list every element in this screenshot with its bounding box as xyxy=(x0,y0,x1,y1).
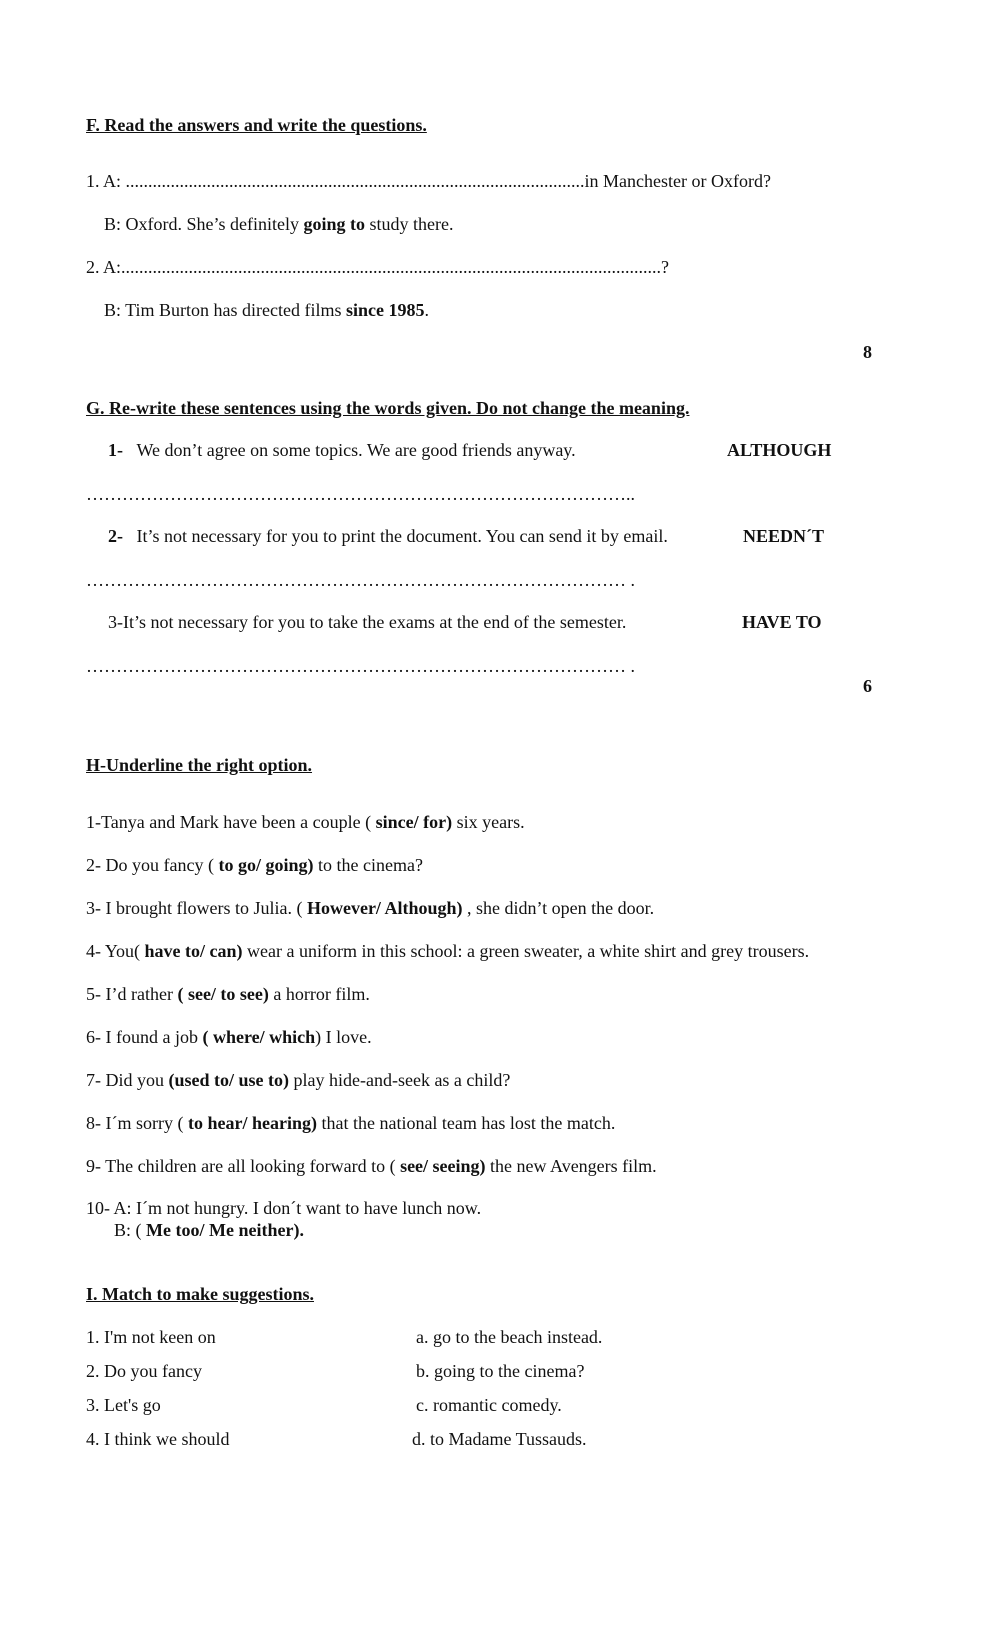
section-g-score: 6 xyxy=(863,676,872,696)
h-item-3 xyxy=(86,897,654,919)
h-item-9-options: see/ seeing) xyxy=(400,1156,486,1176)
section-g-item-1 xyxy=(108,439,576,461)
q1-a-suffix: in Manchester or Oxford? xyxy=(584,171,771,191)
h-item-7 xyxy=(86,1069,510,1091)
g-item-3-number: 3- xyxy=(108,612,123,632)
h-item-8-text: 8- I´m sorry ( xyxy=(86,1113,188,1133)
g-item-3-text: It’s not necessary for you to take the exams at the end of the semester. xyxy=(123,612,627,632)
q2-b-prefix: B: Tim Burton has directed films xyxy=(104,300,347,320)
h-item-8-text-end: that the national team has lost the match. xyxy=(316,1113,616,1133)
q1-b-bold: going to xyxy=(303,214,365,234)
h-item-9-text: 9- The children are all looking forward to ( xyxy=(86,1156,401,1176)
h-item-2-text-end: to the cinema? xyxy=(313,855,423,875)
g-item-3-answer-line: ……………………………………………………………………………… . xyxy=(86,656,635,676)
h-item-10-line-2 xyxy=(114,1219,304,1241)
h-item-4 xyxy=(86,940,809,962)
h-item-5-text: 5- I’d rather xyxy=(86,984,178,1004)
section-g-item-3 xyxy=(108,611,626,633)
i-right-item-b: b. going to the cinema? xyxy=(416,1361,585,1381)
h-item-6 xyxy=(86,1026,372,1048)
h-item-9 xyxy=(86,1155,657,1177)
g-item-1-keyword: ALTHOUGH xyxy=(727,440,832,460)
h-item-1 xyxy=(86,811,525,833)
section-g-item-2 xyxy=(108,525,668,547)
q1-a-answer-line: ...................................................................................................... xyxy=(125,171,585,191)
q1-b-suffix: study there. xyxy=(365,214,454,234)
g-item-2-keyword: NEEDN´T xyxy=(743,526,825,546)
i-left-item-2: 2. Do you fancy xyxy=(86,1361,202,1381)
h-item-1-options: since/ for) xyxy=(375,812,453,832)
section-f-q2-b xyxy=(104,299,429,321)
g-item-1-text: We don’t agree on some topics. We are good friends anyway. xyxy=(136,440,576,460)
q1-a-prefix: 1. A: xyxy=(86,171,126,191)
q2-a-suffix: ? xyxy=(661,257,670,277)
h-item-10-b-prefix: B: ( xyxy=(114,1220,147,1240)
h-item-2-text: 2- Do you fancy ( xyxy=(86,855,219,875)
h-item-2 xyxy=(86,854,423,876)
h-item-6-text: 6- I found a job xyxy=(86,1027,203,1047)
h-item-5-text-end: a horror film. xyxy=(268,984,370,1004)
h-item-3-options: However/ Although) xyxy=(306,898,463,918)
i-right-item-c: c. romantic comedy. xyxy=(416,1395,562,1415)
h-item-2-options: to go/ going) xyxy=(218,855,314,875)
g-item-1-number: 1- xyxy=(108,440,123,460)
h-item-6-options: ( where/ which xyxy=(202,1027,316,1047)
h-item-1-text-end: six years. xyxy=(452,812,525,832)
section-f-q1-b xyxy=(104,213,453,235)
h-item-6-text-end: ) I love. xyxy=(315,1027,372,1047)
section-f-q2-a xyxy=(86,256,669,278)
section-i-heading: I. Match to make suggestions. xyxy=(86,1284,314,1304)
h-item-10-options: Me too/ Me neither). xyxy=(146,1220,304,1240)
h-item-4-text-end: wear a uniform in this school: a green sweater, a white shirt and grey trousers. xyxy=(242,941,810,961)
h-item-7-options: (used to/ use to) xyxy=(168,1070,289,1090)
h-item-3-text: 3- I brought flowers to Julia. ( xyxy=(86,898,307,918)
i-left-item-4: 4. I think we should xyxy=(86,1429,230,1449)
h-item-5-options: ( see/ to see) xyxy=(177,984,269,1004)
g-item-3-keyword: HAVE TO xyxy=(742,612,822,632)
q2-b-suffix: . xyxy=(424,300,430,320)
g-item-2-text: It’s not necessary for you to print the document. You can send it by email. xyxy=(136,526,668,546)
h-item-5 xyxy=(86,983,370,1005)
section-h-heading: H-Underline the right option. xyxy=(86,755,313,775)
section-f-q1-a xyxy=(86,170,771,192)
h-item-4-options: have to/ can) xyxy=(144,941,243,961)
i-right-item-a: a. go to the beach instead. xyxy=(416,1327,603,1347)
h-item-1-text: 1-Tanya and Mark have been a couple ( xyxy=(86,812,376,832)
h-item-9-text-end: the new Avengers film. xyxy=(485,1156,657,1176)
g-item-2-answer-line: ……………………………………………………………………………… . xyxy=(86,570,635,590)
h-item-8-options: to hear/ hearing) xyxy=(187,1113,317,1133)
section-f-heading: F. Read the answers and write the questions. xyxy=(86,115,427,135)
h-item-3-text-end: , she didn’t open the door. xyxy=(462,898,655,918)
i-left-item-1: 1. I'm not keen on xyxy=(86,1327,216,1347)
section-g-heading: G. Re-write these sentences using the words given. Do not change the meaning. xyxy=(86,398,690,418)
g-item-2-number: 2- xyxy=(108,526,123,546)
section-f-score: 8 xyxy=(863,342,872,362)
h-item-4-text: 4- You( xyxy=(86,941,145,961)
q2-b-bold: since 1985 xyxy=(346,300,425,320)
g-item-1-answer-line: ……………………………………………………………………………….. xyxy=(86,484,635,504)
q2-a-answer-line: ........................................................................................................................ xyxy=(121,257,662,277)
i-left-item-3: 3. Let's go xyxy=(86,1395,161,1415)
i-right-item-d: d. to Madame Tussauds. xyxy=(412,1429,587,1449)
h-item-10-line-1: 10- A: I´m not hungry. I don´t want to have lunch now. xyxy=(86,1198,482,1218)
h-item-8 xyxy=(86,1112,615,1134)
h-item-7-text-end: play hide-and-seek as a child? xyxy=(289,1070,511,1090)
h-item-7-text: 7- Did you xyxy=(86,1070,169,1090)
q2-a-prefix: 2. A: xyxy=(86,257,122,277)
q1-b-prefix: B: Oxford. She’s definitely xyxy=(104,214,304,234)
